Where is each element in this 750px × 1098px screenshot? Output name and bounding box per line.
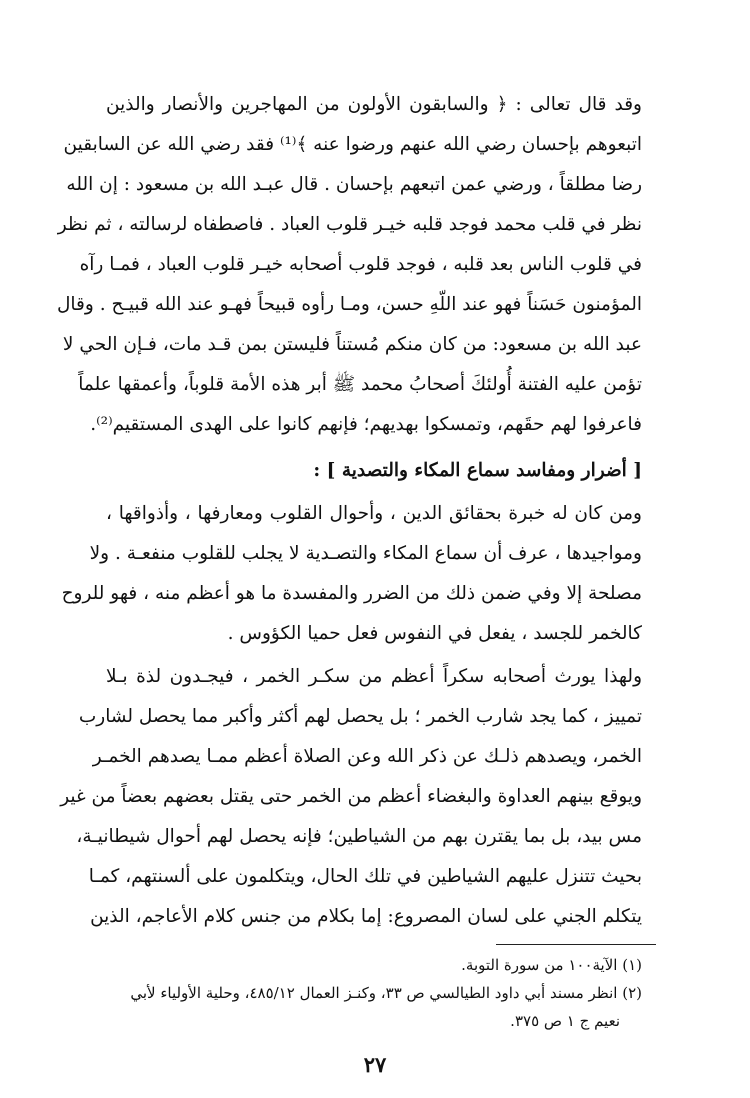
p3-line-4: ويوقع بينهم العداوة والبغضاء أعظم من الخمر حتى يقتل بعضهم بعضاً من غير <box>60 786 642 807</box>
p2-line-4: كالخمر للجسد ، يفعل في النفوس فعل حميا الكؤوس . <box>227 623 642 644</box>
footnote-1: (١) الآية١٠٠ من سورة التوبة. <box>461 956 642 974</box>
p3-line-1: ولهذا يورث أصحابه سكراً أعظم من سكـر الخمر ، فيجـدون لذة بـلا <box>106 666 642 687</box>
p1-line-5: في قلوب الناس بعد قلبه ، فوجد قلوب أصحابه خيـر قلوب العباد ، فمـا رآه <box>79 254 642 275</box>
p1-line-4: نظر في قلب محمد فوجد قلبه خيـر قلوب العباد . فاصطفاه لرسالته ، ثم نظر <box>57 214 642 235</box>
p1-line-9: فاعرفوا لهم حقَهم، وتمسكوا بهديهم؛ فإنهم كانوا على الهدى المستقيم⁽²⁾. <box>90 414 642 435</box>
p2-line-1: ومن كان له خبرة بحقائق الدين ، وأحوال القلوب ومعارفها ، وأذواقها ، <box>106 503 642 524</box>
page-number: ٢٧ <box>363 1052 387 1077</box>
p3-line-7: يتكلم الجني على لسان المصروع: إما بكلام من جنس كلام الأعاجم، الذين <box>90 906 642 927</box>
p3-line-5: مس بيد، بل بما يقترن بهم من الشياطين؛ فإنه يحصل لهم أحوال شيطانيـة، <box>76 826 642 847</box>
p1-line-3: رضا مطلقاً ، ورضي عمن اتبعهم بإحسان . قال عبـد الله بن مسعود : إن الله <box>66 174 642 195</box>
footnote-2-continued: نعيم ج ١ ص ٣٧٥. <box>510 1012 620 1030</box>
p1-line-8: تؤمن عليه الفتنة أُولئكَ أصحابُ محمد ﷺ أبر هذه الأمة قلوباً، وأعمقها علماً <box>78 374 642 395</box>
footnote-separator <box>496 944 656 945</box>
p1-line-6: المؤمنون حَسَناً فهو عند اللّهِ حسن، ومـا رأوه قبيحاً فهـو عند الله قبيـح . وقال <box>56 294 642 315</box>
p2-line-3: مصلحة إلا وفي ضمن ذلك من الضرر والمفسدة ما هو أعظم منه ، فهو للروح <box>61 583 642 604</box>
p1-line-1: وقد قال تعالى : ﴿ والسابقون الأولون من المهاجرين والأنصار والذين <box>106 94 642 115</box>
p3-line-2: تمييز ، كما يجد شارب الخمر ؛ بل يحصل لهم أكثر وأكبر مما يحصل لشارب <box>78 706 642 727</box>
section-heading: [ أضرار ومفاسد سماع المكاء والتصدية ] : <box>313 460 642 481</box>
p3-line-6: بحيث تتنزل عليهم الشياطين في تلك الحال، ويتكلمون على ألسنتهم، كمـا <box>88 866 642 887</box>
footnote-2: (٢) انظر مسند أبي داود الطيالسي ص ٣٣، وكنـز العمال ٤٨٥/١٢، وحلية الأولياء لأبي <box>130 984 642 1002</box>
p1-line-7: عبد الله بن مسعود: من كان منكم مُستناً فليستن بمن قـد مات، فـإن الحي لا <box>62 334 642 355</box>
p2-line-2: ومواجيدها ، عرف أن سماع المكاء والتصـدية لا يجلب للقلوب منفعـة . ولا <box>89 543 642 564</box>
p1-line-2: اتبعوهم بإحسان رضي الله عنهم ورضوا عنه ﴾⁽¹⁾ فقد رضي الله عن السابقين <box>63 134 642 155</box>
p3-line-3: الخمر، ويصدهم ذلـك عن ذكر الله وعن الصلاة أعظم ممـا يصدهم الخمـر <box>92 746 642 767</box>
